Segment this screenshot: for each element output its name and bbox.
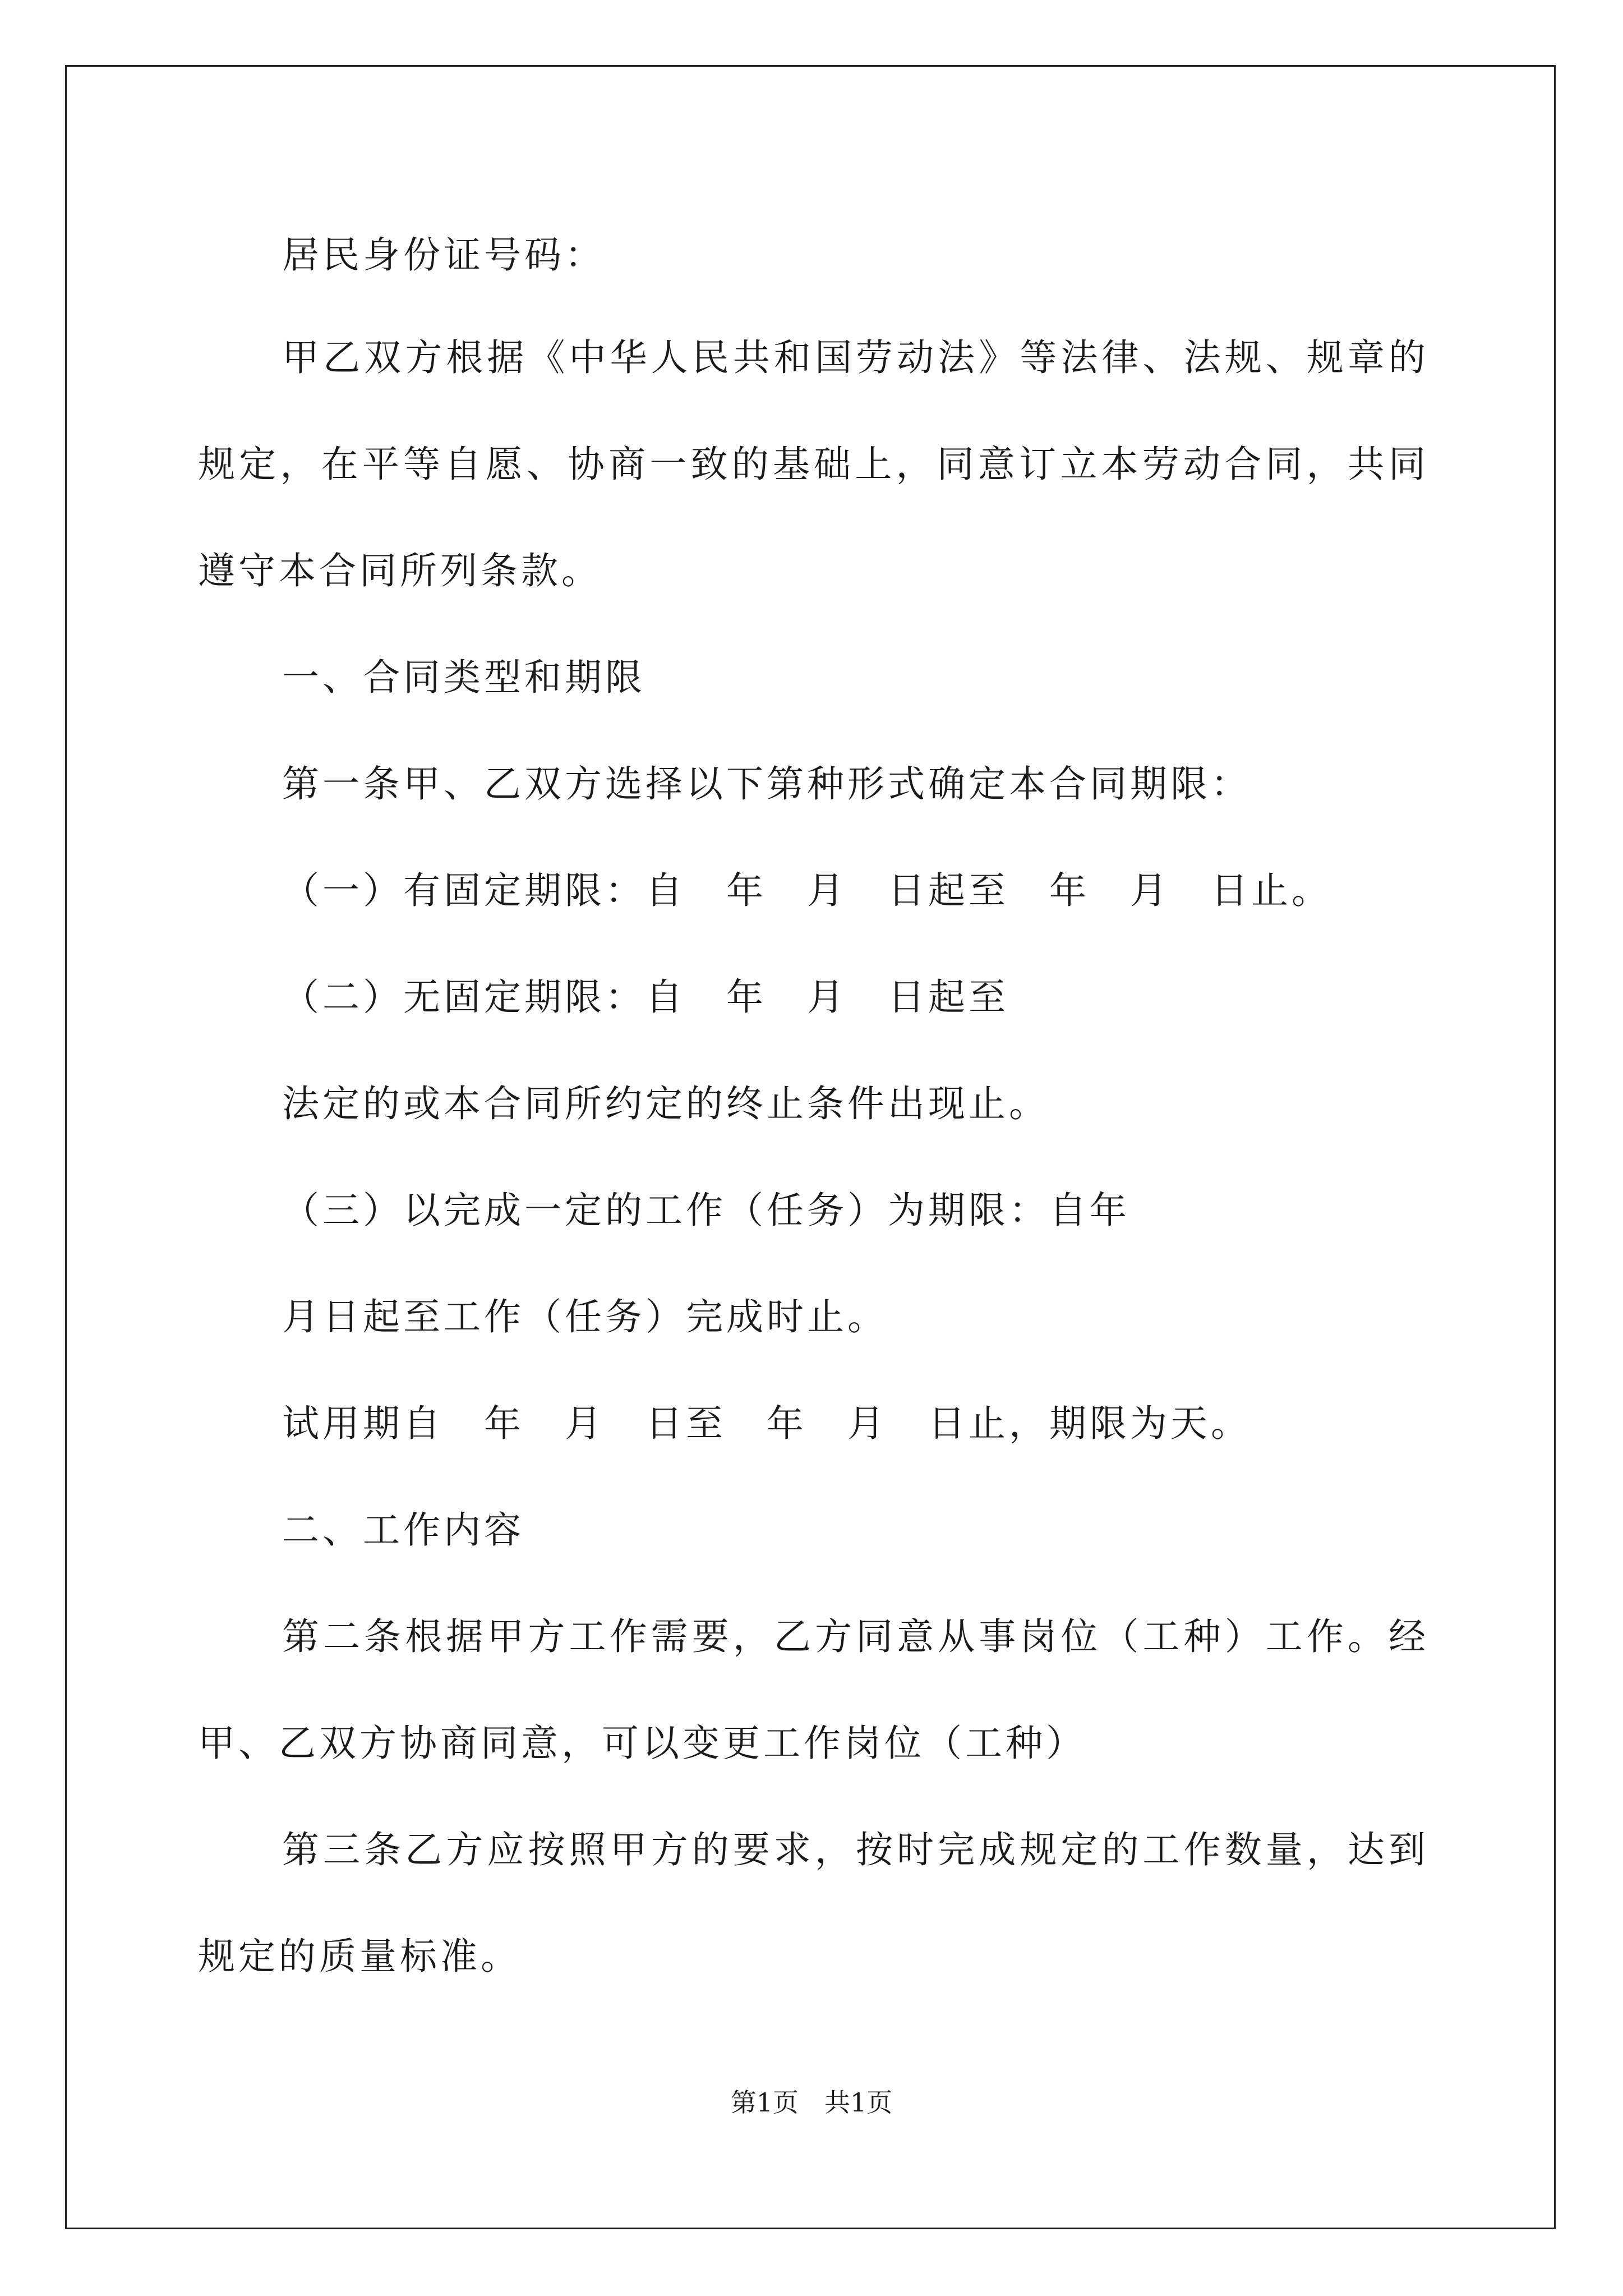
- page-border: [65, 65, 1556, 2229]
- text-line-fixed-term: （一）有固定期限：自 年 月 日起至 年 月 日止。: [282, 869, 1332, 912]
- page-footer: 第1页 共1页: [730, 2087, 893, 2118]
- section-heading-contract-type: 一、合同类型和期限: [282, 656, 645, 699]
- text-line-article-3-b: 规定的质量标准。: [198, 1935, 521, 1978]
- text-line-open-term-end: 法定的或本合同所约定的终止条件出现止。: [282, 1082, 1049, 1125]
- text-line-task-term-end: 月日起至工作（任务）完成时止。: [282, 1295, 888, 1338]
- text-line-id-number: 居民身份证号码：: [282, 233, 605, 277]
- text-line-probation: 试用期自 年 月 日至 年 月 日止，期限为天。: [282, 1402, 1251, 1445]
- section-heading-work-content: 二、工作内容: [282, 1508, 524, 1552]
- text-line-article-3-a: 第三条乙方应按照甲方的要求，按时完成规定的工作数量，达到: [282, 1828, 1429, 1871]
- text-line-preamble-3: 遵守本合同所列条款。: [198, 549, 602, 592]
- text-line-article-2-a: 第二条根据甲方工作需要，乙方同意从事岗位（工种）工作。经: [282, 1615, 1429, 1658]
- text-line-preamble-2: 规定，在平等自愿、协商一致的基础上，同意订立本劳动合同，共同: [198, 443, 1429, 486]
- text-line-article-2-b: 甲、乙双方协商同意，可以变更工作岗位（工种）: [198, 1722, 1086, 1765]
- text-line-article-1: 第一条甲、乙双方选择以下第种形式确定本合同期限：: [282, 762, 1251, 806]
- text-line-preamble-1: 甲乙双方根据《中华人民共和国劳动法》等法律、法规、规章的: [282, 336, 1429, 379]
- text-line-task-term: （三）以完成一定的工作（任务）为期限：自年: [282, 1189, 1130, 1232]
- text-line-open-term: （二）无固定期限：自 年 月 日起至: [282, 976, 1009, 1019]
